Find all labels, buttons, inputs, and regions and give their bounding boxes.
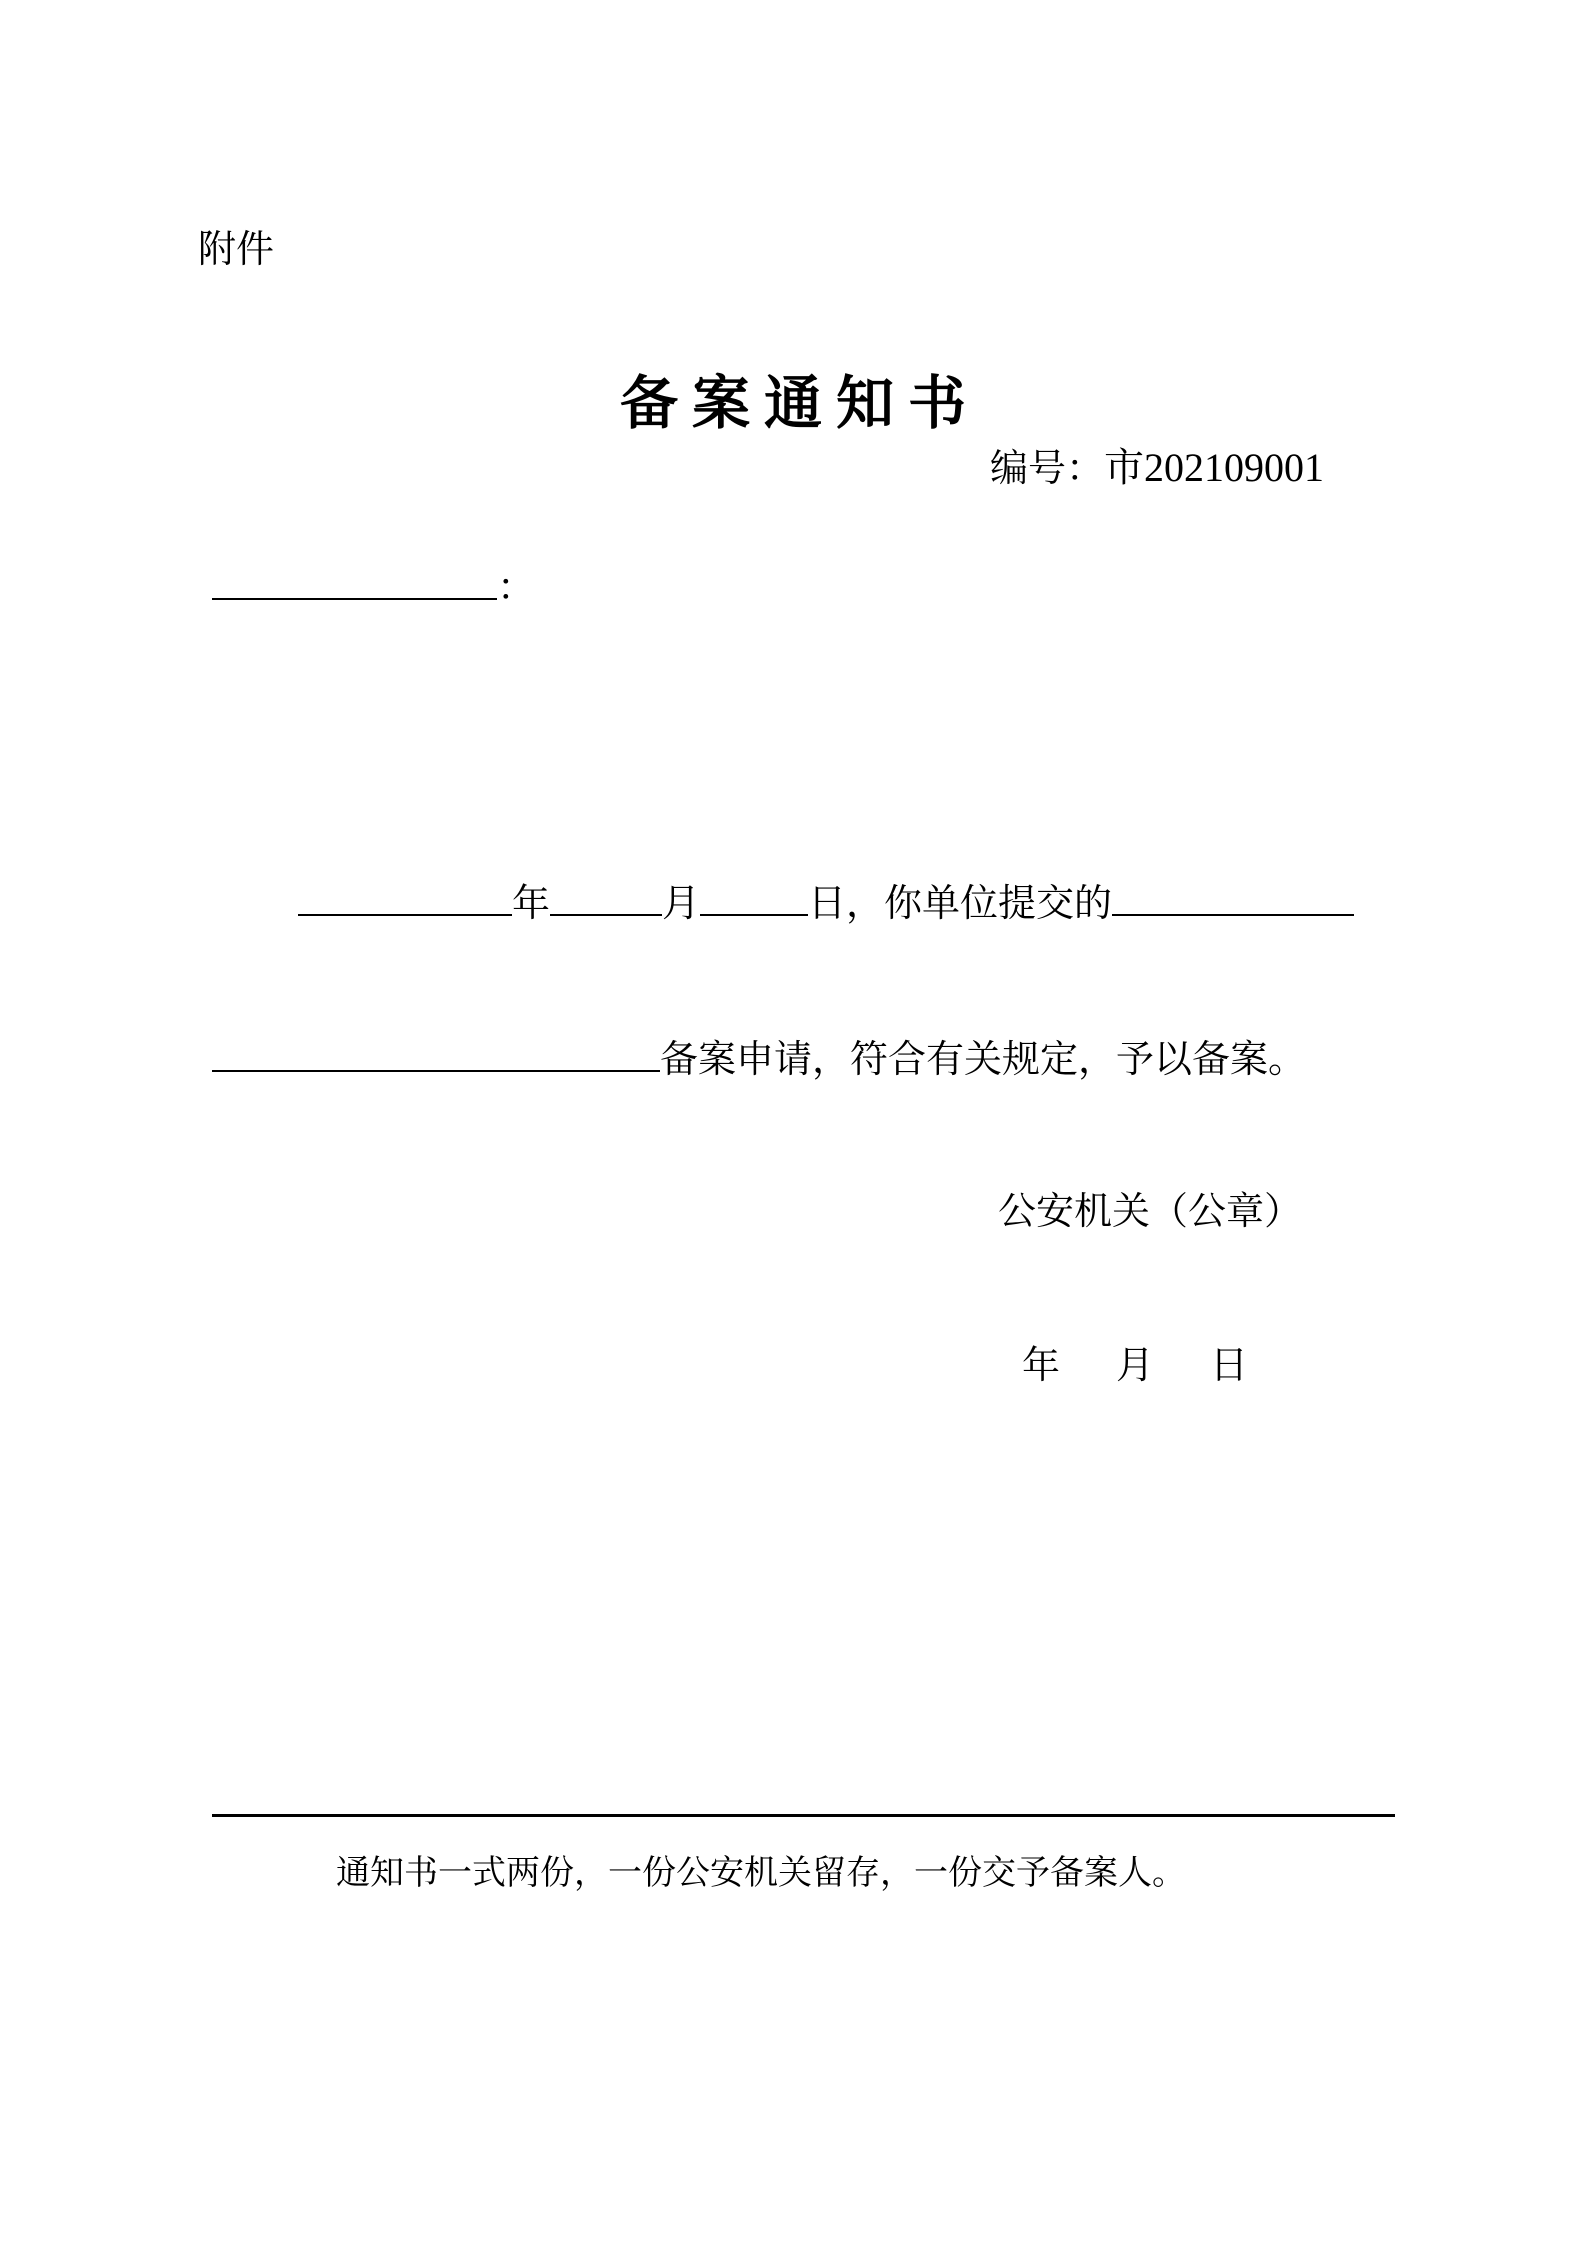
approval-text: 备案申请，符合有关规定，予以备案。 bbox=[660, 1037, 1307, 1081]
signature-year: 年 bbox=[1022, 1343, 1061, 1387]
year-blank bbox=[298, 876, 512, 916]
signature-day: 日 bbox=[1210, 1343, 1249, 1387]
document-number-value: 市202109001 bbox=[1104, 445, 1325, 490]
document-number bbox=[990, 445, 1325, 490]
signature-month: 月 bbox=[1116, 1343, 1155, 1387]
application-blank bbox=[212, 1032, 660, 1072]
addressee-colon: ： bbox=[497, 565, 536, 609]
signature-date bbox=[1022, 1343, 1249, 1387]
submission-item-blank bbox=[1112, 876, 1354, 916]
addressee-blank bbox=[212, 560, 497, 600]
footnote: 通知书一式两份，一份公安机关留存，一份交予备案人。 bbox=[336, 1853, 1186, 1893]
day-blank bbox=[700, 876, 808, 916]
body-line-2 bbox=[212, 1032, 1307, 1081]
month-blank bbox=[550, 876, 662, 916]
page-title: 备案通知书 bbox=[620, 369, 981, 437]
year-label: 年 bbox=[512, 881, 551, 925]
addressee-line bbox=[212, 560, 536, 609]
document-number-label: 编号： bbox=[990, 446, 1105, 490]
seal-label: 公安机关（公章） bbox=[998, 1189, 1303, 1233]
attachment-label: 附件 bbox=[198, 227, 275, 271]
footer-divider bbox=[212, 1814, 1395, 1817]
month-label: 月 bbox=[662, 881, 701, 925]
day-submission-text: 日，你单位提交的 bbox=[808, 881, 1113, 925]
body-line-1 bbox=[298, 876, 1354, 925]
